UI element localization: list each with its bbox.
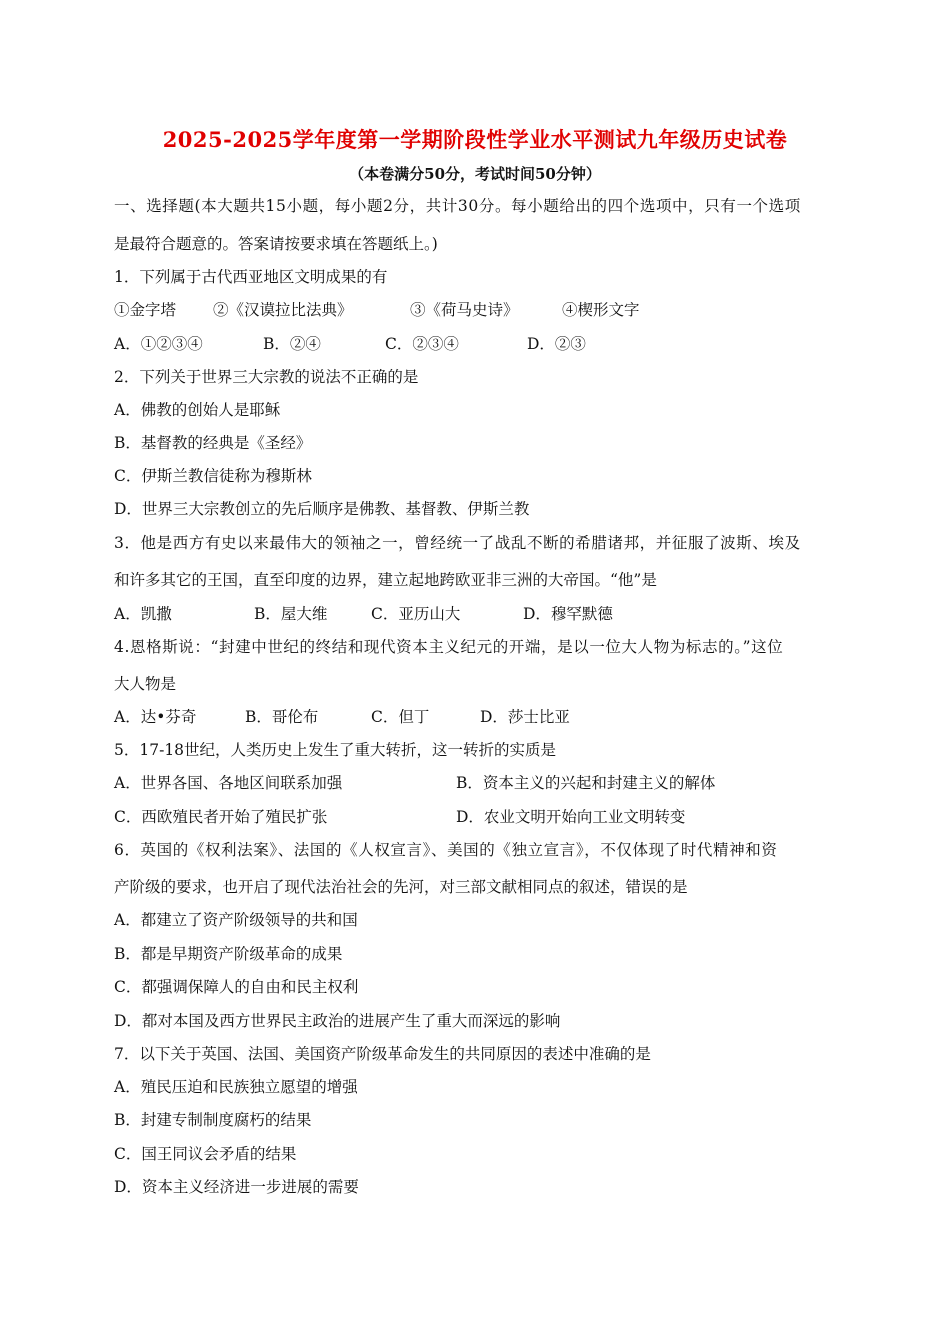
question-1-option-a: A．①②③④ [114, 335, 203, 353]
question-3-option-d: D．穆罕默德 [523, 605, 613, 623]
question-7-option-b: B．封建专制制度腐朽的结果 [114, 1111, 312, 1129]
question-4-option-c: C．但丁 [371, 708, 430, 726]
question-3-stem-line-1: 3．他是西方有史以来最伟大的领袖之一，曾经统一了战乱不断的希腊诸邦，并征服了波斯、埃及 [114, 534, 801, 552]
question-7-option-a: A．殖民压迫和民族独立愿望的增强 [114, 1078, 358, 1096]
question-2-option-c: C．伊斯兰教信徒称为穆斯林 [114, 467, 312, 485]
question-6-option-d: D．都对本国及西方世界民主政治的进展产生了重大而深远的影响 [114, 1012, 561, 1030]
question-4-stem-line-2: 大人物是 [114, 675, 177, 693]
question-1-option-c: C．②③④ [385, 335, 459, 353]
question-6-option-b: B．都是早期资产阶级革命的成果 [114, 945, 343, 963]
question-1-item-1: ①金字塔 [114, 301, 177, 319]
question-5-option-c: C．西欧殖民者开始了殖民扩张 [114, 808, 328, 826]
page-subtitle: （本卷满分50分，考试时间50分钟） [349, 165, 601, 183]
question-4-option-a: A．达•芬奇 [114, 708, 197, 726]
question-2-option-a: A．佛教的创始人是耶稣 [114, 401, 281, 419]
question-3-option-b: B．屋大维 [254, 605, 328, 623]
question-3-option-a: A．凯撒 [114, 605, 172, 623]
question-4-option-b: B．哥伦布 [245, 708, 319, 726]
question-4-option-d: D．莎士比亚 [480, 708, 570, 726]
question-1-item-2: ②《汉谟拉比法典》 [213, 301, 353, 319]
question-7-stem: 7．以下关于英国、法国、美国资产阶级革命发生的共同原因的表述中准确的是 [114, 1045, 651, 1063]
question-1-option-b: B．②④ [263, 335, 321, 353]
question-1-item-3: ③《荷马史诗》 [410, 301, 519, 319]
question-2-option-b: B．基督教的经典是《圣经》 [114, 434, 312, 452]
question-1-option-d: D．②③ [527, 335, 586, 353]
question-6-option-c: C．都强调保障人的自由和民主权利 [114, 978, 359, 996]
question-6-option-a: A．都建立了资产阶级领导的共和国 [114, 911, 358, 929]
question-6-stem-line-2: 产阶级的要求，也开启了现代法治社会的先河，对三部文献相同点的叙述，错误的是 [114, 878, 688, 896]
question-5-option-d: D．农业文明开始向工业文明转变 [456, 808, 686, 826]
section-intro-line-2: 是最符合题意的。答案请按要求填在答题纸上。) [114, 235, 438, 253]
question-3-stem-line-2: 和许多其它的王国，直至印度的边界，建立起地跨欧亚非三洲的大帝国。“他”是 [114, 571, 657, 589]
page-title: 2025-2025学年度第一学期阶段性学业水平测试九年级历史试卷 [162, 127, 788, 152]
question-3-option-c: C．亚历山大 [371, 605, 461, 623]
question-4-stem-line-1: 4.恩格斯说：“封建中世纪的终结和现代资本主义纪元的开端，是以一位大人物为标志的。”这位 [114, 638, 784, 656]
question-7-option-d: D．资本主义经济进一步进展的需要 [114, 1178, 359, 1196]
question-2-stem: 2．下列关于世界三大宗教的说法不正确的是 [114, 368, 419, 386]
question-2-option-d: D．世界三大宗教创立的先后顺序是佛教、基督教、伊斯兰教 [114, 500, 530, 518]
question-6-stem-line-1: 6．英国的《权利法案》、法国的《人权宣言》、美国的《独立宣言》，不仅体现了时代精神和资 [114, 841, 778, 859]
question-1-stem: 1．下列属于古代西亚地区文明成果的有 [114, 268, 388, 286]
question-7-option-c: C．国王同议会矛盾的结果 [114, 1145, 297, 1163]
question-5-option-b: B．资本主义的兴起和封建主义的解体 [456, 774, 716, 792]
question-5-stem: 5．17-18世纪，人类历史上发生了重大转折，这一转折的实质是 [114, 741, 557, 759]
question-1-item-4: ④楔形文字 [562, 301, 640, 319]
question-5-option-a: A．世界各国、各地区间联系加强 [114, 774, 343, 792]
section-intro-line-1: 一、选择题(本大题共15小题，每小题2分，共计30分。每小题给出的四个选项中，只有一个选项 [114, 197, 801, 215]
